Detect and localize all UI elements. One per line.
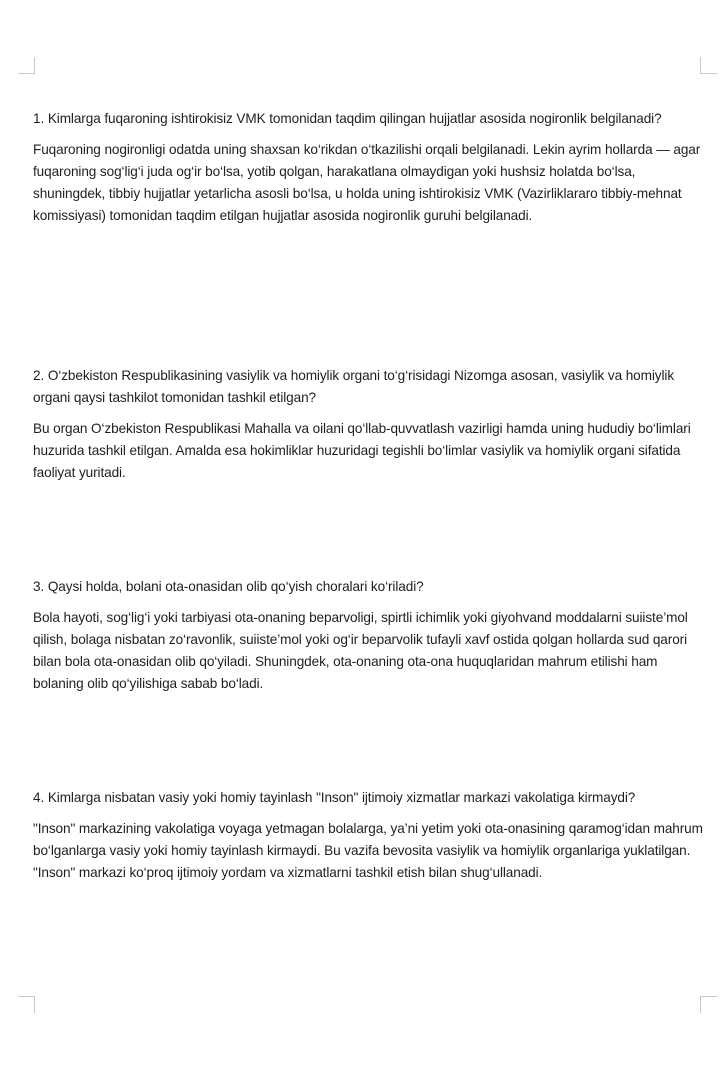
page-corner-mark-bottom-left — [18, 996, 35, 1013]
answer-1: Fuqaroning nogironligi odatda uning shaxsan ko‘rikdan o‘tkazilishi orqali belgilanadi. Lekin ayrim hollarda — agar fuqaroning sog‘lig‘i juda og‘ir bo‘lsa, yotib qolgan, harakatlana olmaydigan yoki hushsiz holatda bo‘lsa, shuningdek, tibbiy hujjatlar yetarlicha asosli bo‘lsa, u holda uning ishtirokisiz VMK (Vazirliklararo tibbiy-mehnat komissiyasi) tomonidan taqdim etilgan hujjatlar asosida nogironlik guruhi belgilanadi. — [33, 142, 701, 223]
question-3: 3. Qaysi holda, bolani ota-onasidan olib qo‘yish choralari ko‘riladi? — [33, 579, 424, 594]
answer-2: Bu organ O‘zbekiston Respublikasi Mahalla va oilani qo‘llab-quvvatlash vazirligi hamda uning hududiy bo‘limlari huzurida tashkil etilgan. Amalda esa hokimliklar huzuridagi tegishli bo‘limlar vasiylik va homiylik organi sifatida faoliyat yuritadi. — [33, 421, 691, 480]
qa-block-1 — [33, 108, 703, 227]
page-corner-mark-top-left — [18, 57, 35, 74]
page-corner-mark-bottom-right — [700, 996, 717, 1013]
question-4: 4. Kimlarga nisbatan vasiy yoki homiy tayinlash "Inson" ijtimoiy xizmatlar markazi vakolatiga kirmaydi? — [33, 790, 636, 805]
page-corner-mark-top-right — [700, 57, 717, 74]
qa-block-2 — [33, 365, 703, 484]
question-2: 2. O‘zbekiston Respublikasining vasiylik va homiylik organi to‘g‘risidagi Nizomga asosan, vasiylik va homiylik organi qaysi tashkilot tomonidan tashkil etilgan? — [33, 368, 675, 405]
answer-4: "Inson" markazining vakolatiga voyaga yetmagan bolalarga, ya’ni yetim yoki ota-onasining qaramog‘idan mahrum bo‘lganlarga vasiy yoki homiy tayinlash kirmaydi. Bu vazifa bevosita vasiylik va homiylik organlariga yuklatilgan. "Inson" markazi ko‘proq ijtimoiy yordam va xizmatlarni tashkil etish bilan shug‘ullanadi. — [33, 821, 703, 880]
qa-block-3 — [33, 576, 703, 695]
qa-block-4 — [33, 787, 703, 884]
question-1: 1. Kimlarga fuqaroning ishtirokisiz VMK tomonidan taqdim qilingan hujjatlar asosida nogironlik belgilanadi? — [33, 111, 662, 126]
answer-3: Bola hayoti, sog‘lig‘i yoki tarbiyasi ota-onaning beparvoligi, spirtli ichimlik yoki giyohvand moddalarni suiiste’mol qilish, bolaga nisbatan zo‘ravonlik, suiiste’mol yoki og‘ir beparvolik tufayli xavf ostida qolgan hollarda sud qarori bilan bola ota-onasidan olib qo‘yiladi. Shuningdek, ota-onaning ota-ona huquqlaridan mahrum etilishi ham bolaning olib qo‘yilishiga sabab bo‘ladi. — [33, 610, 688, 691]
